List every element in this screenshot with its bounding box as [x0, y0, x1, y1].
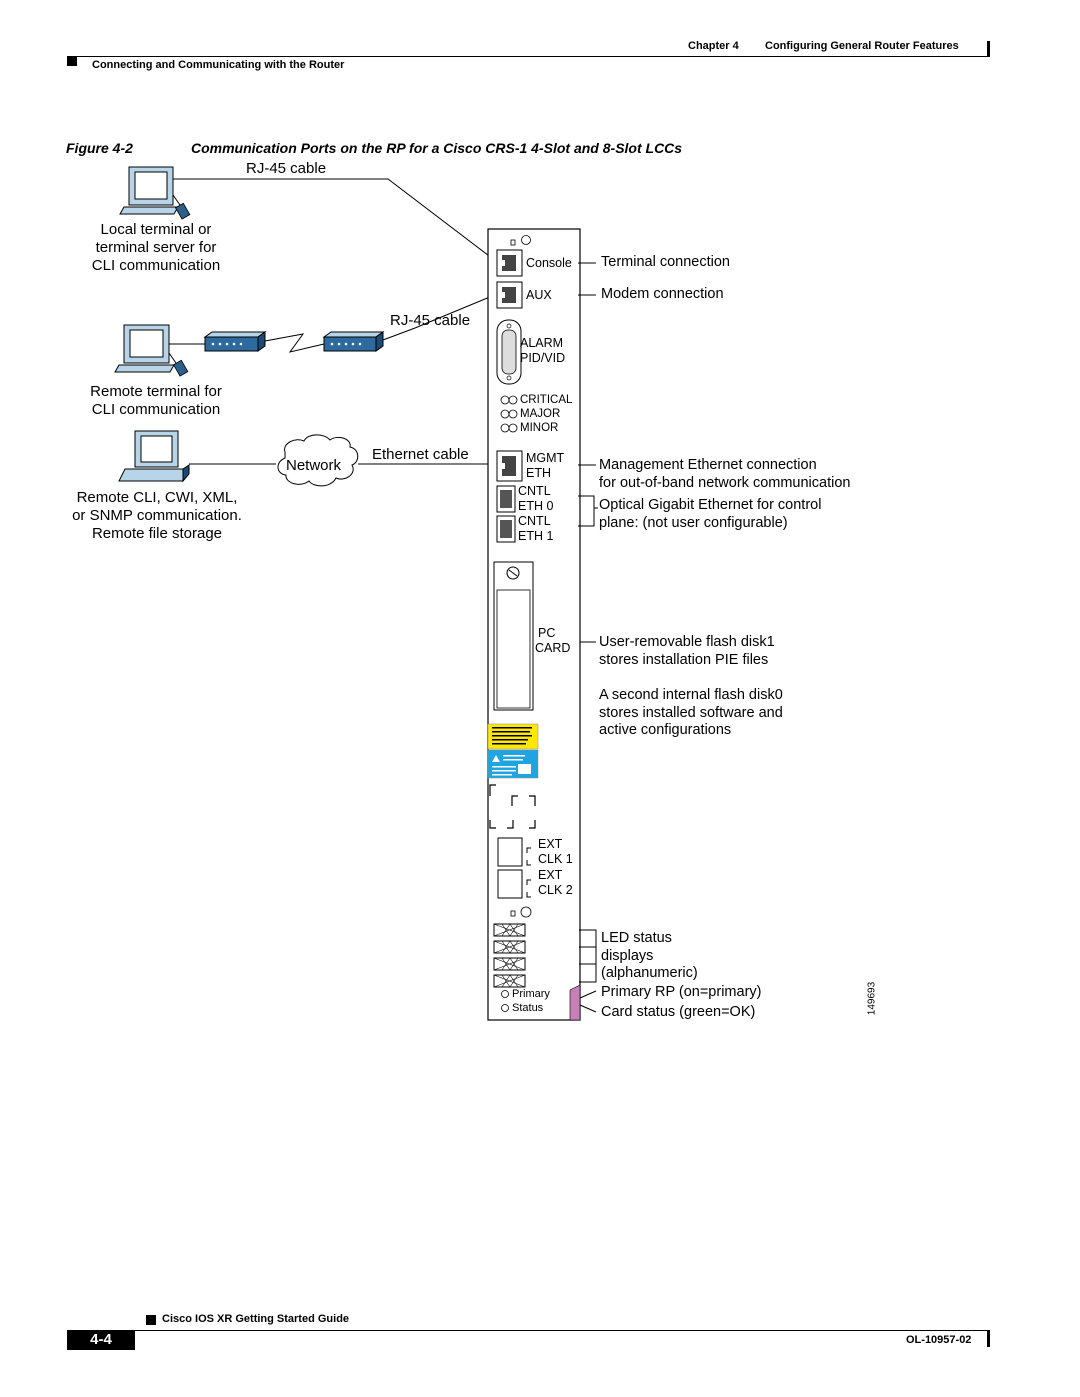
- flash-disk1-callout: User-removable flash disk1 stores installation PIE files: [599, 634, 775, 668]
- rj45-cable-mid-label: RJ-45 cable: [390, 312, 471, 329]
- primary-rp-callout: Primary RP (on=primary): [601, 984, 762, 1000]
- remote-terminal-label: Remote terminal for CLI communication: [90, 383, 222, 418]
- local-terminal-icon: [120, 167, 190, 219]
- modem-icon: [324, 332, 383, 351]
- cntl1-label: CNTL: [518, 514, 551, 528]
- primary-label: Primary: [512, 988, 550, 1000]
- aux-port-icon: [497, 282, 522, 308]
- chapter-title: Configuring General Router Features: [765, 40, 959, 52]
- critical-label: CRITICAL: [520, 394, 573, 406]
- terminal-connection-callout: Terminal connection: [601, 254, 730, 270]
- footer-guide-title: Cisco IOS XR Getting Started Guide: [162, 1313, 350, 1325]
- modem-connection-callout: Modem connection: [601, 286, 724, 302]
- pc-card-slot-icon: [494, 562, 533, 710]
- figure-title: Communication Ports on the RP for a Cisco CRS-1 4-Slot and 8-Slot LCCs: [191, 140, 683, 156]
- clk2-label: CLK 2: [538, 883, 573, 897]
- eth0-label: ETH 0: [518, 499, 554, 513]
- clk1-label: CLK 1: [538, 852, 573, 866]
- status-label: Status: [512, 1002, 544, 1014]
- ext1-label: EXT: [538, 837, 563, 851]
- flash-disk0-callout: A second internal flash disk0 stores installed software and active configurations: [599, 687, 783, 738]
- remote-cli-label: Remote CLI, CWI, XML, or SNMP communication. Remote file storage: [72, 489, 242, 542]
- console-port-icon: [497, 250, 522, 276]
- page-number: 4-4: [67, 1330, 135, 1350]
- optical-gige-callout: Optical Gigabit Ethernet for control plane: (not user configurable): [599, 497, 822, 531]
- card-status-callout: Card status (green=OK): [601, 1004, 756, 1020]
- major-label: MAJOR: [520, 408, 561, 420]
- network-label: Network: [286, 457, 342, 474]
- remote-terminal-icon: [115, 325, 188, 376]
- alarm-connector-icon: [497, 320, 521, 384]
- ejector-handle-icon: [570, 985, 580, 1020]
- minor-label: MINOR: [520, 422, 559, 434]
- workstation-icon: [119, 431, 189, 481]
- pidvid-label: PID/VID: [520, 351, 566, 365]
- doc-number: OL-10957-02: [906, 1334, 972, 1346]
- console-label: Console: [526, 256, 572, 270]
- ethernet-cable-label: Ethernet cable: [372, 446, 469, 463]
- cntl0-label: CNTL: [518, 484, 551, 498]
- mgmt-label: MGMT: [526, 451, 565, 465]
- figure-number: Figure 4-2: [66, 140, 133, 156]
- rj45-cable-top-label: RJ-45 cable: [246, 160, 327, 177]
- section-title: Connecting and Communicating with the Router: [92, 59, 345, 71]
- ext2-label: EXT: [538, 868, 563, 882]
- eth1-label: ETH 1: [518, 529, 554, 543]
- led-status-callout: LED status displays (alphanumeric): [601, 930, 698, 981]
- aux-label: AUX: [526, 288, 552, 302]
- footer-square: [146, 1315, 156, 1325]
- eth-label: ETH: [526, 466, 551, 480]
- pc-label: PC: [538, 626, 556, 640]
- figure-id: 149693: [866, 981, 878, 1016]
- mgmt-ethernet-callout: Management Ethernet connection for out-of-band network communication: [599, 457, 851, 491]
- alarm-label: ALARM: [520, 336, 564, 350]
- modem-icon: [205, 332, 265, 351]
- local-terminal-label: Local terminal or terminal server for CLI communication: [91, 221, 221, 274]
- chapter-label: Chapter 4: [688, 40, 739, 52]
- mgmt-eth-port-icon: [497, 451, 522, 481]
- footer-rule: [135, 1330, 990, 1331]
- footer-bar: [987, 1331, 990, 1347]
- card-label: CARD: [535, 641, 571, 655]
